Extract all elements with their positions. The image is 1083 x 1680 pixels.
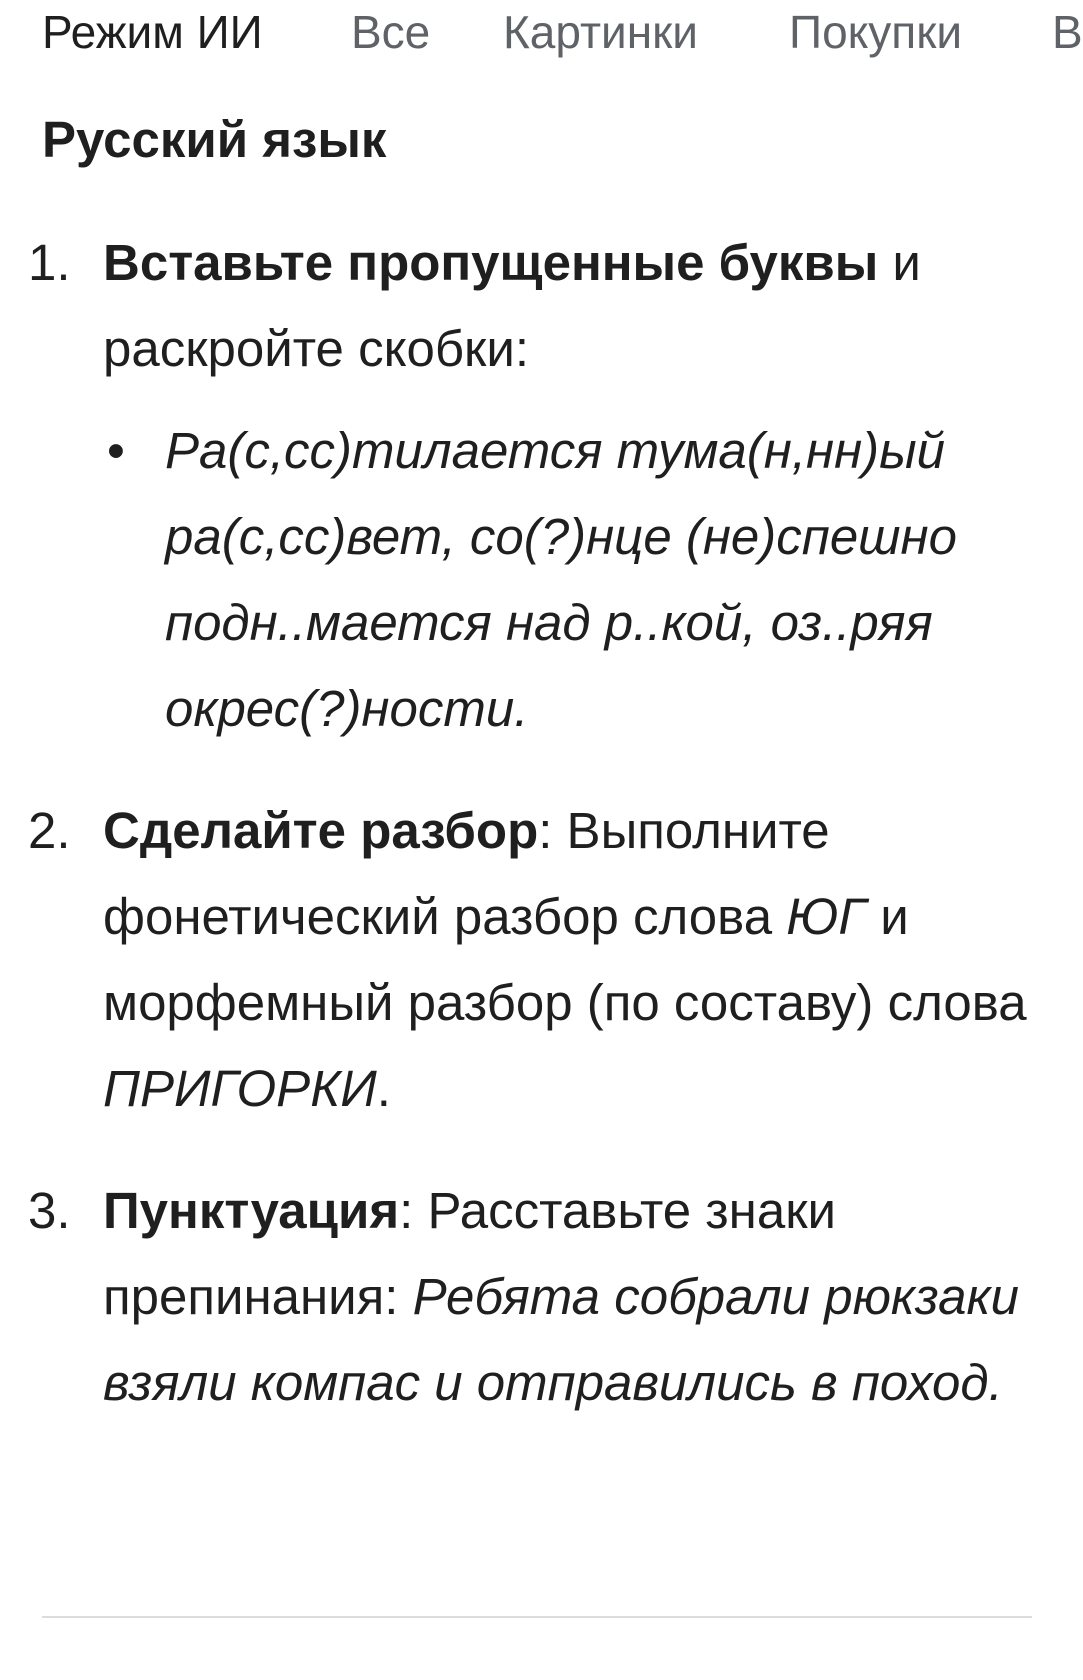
item-number: 3.: [28, 1182, 71, 1239]
item-bold-title: Сделайте разбор: [103, 802, 539, 859]
item-italic-word: ЮГ: [786, 888, 867, 945]
item-text: : Расставьте знаки препинания:: [103, 1182, 837, 1325]
search-tabs: [0, 0, 1083, 70]
item-number: 1.: [28, 234, 71, 291]
list-item: [0, 220, 1074, 752]
answer-heading: Русский язык: [42, 111, 387, 168]
item-bold-title: Вставьте пропущенные буквы: [103, 234, 879, 291]
example-bullet: [103, 408, 1044, 752]
item-italic-sentence: Ребята собрали рюкзаки взяли компас и отправились в поход.: [103, 1268, 1019, 1411]
task-list: [0, 220, 1074, 1426]
example-text: Ра(с,сс)тилается тума(н,нн)ый ра(с,сс)вет, со(?)нце (не)спешно подн..мается над р..кой, оз..ряя окрес(?)ности.: [165, 422, 957, 737]
tab-shopping[interactable]: Покупки: [789, 6, 963, 58]
item-text: .: [376, 1060, 391, 1117]
tab-more-truncated[interactable]: В: [1052, 6, 1083, 58]
tab-ai-mode[interactable]: Режим ИИ: [42, 6, 263, 58]
item-bold-title: Пунктуация: [103, 1182, 400, 1239]
item-text: и морфемный разбор (по составу) слова: [103, 888, 1027, 1031]
list-item: [0, 1168, 1074, 1426]
tab-images[interactable]: Картинки: [503, 6, 698, 58]
bullet-icon: •: [107, 422, 125, 479]
item-italic-word: ПРИГОРКИ: [103, 1060, 377, 1117]
item-text: и раскройте скобки:: [103, 234, 921, 377]
item-number: 2.: [28, 802, 71, 859]
item-text: : Выполните фонетический разбор слова: [103, 802, 830, 945]
list-item: [0, 788, 1074, 1132]
divider: [42, 1616, 1032, 1618]
tab-all[interactable]: Все: [351, 6, 431, 58]
